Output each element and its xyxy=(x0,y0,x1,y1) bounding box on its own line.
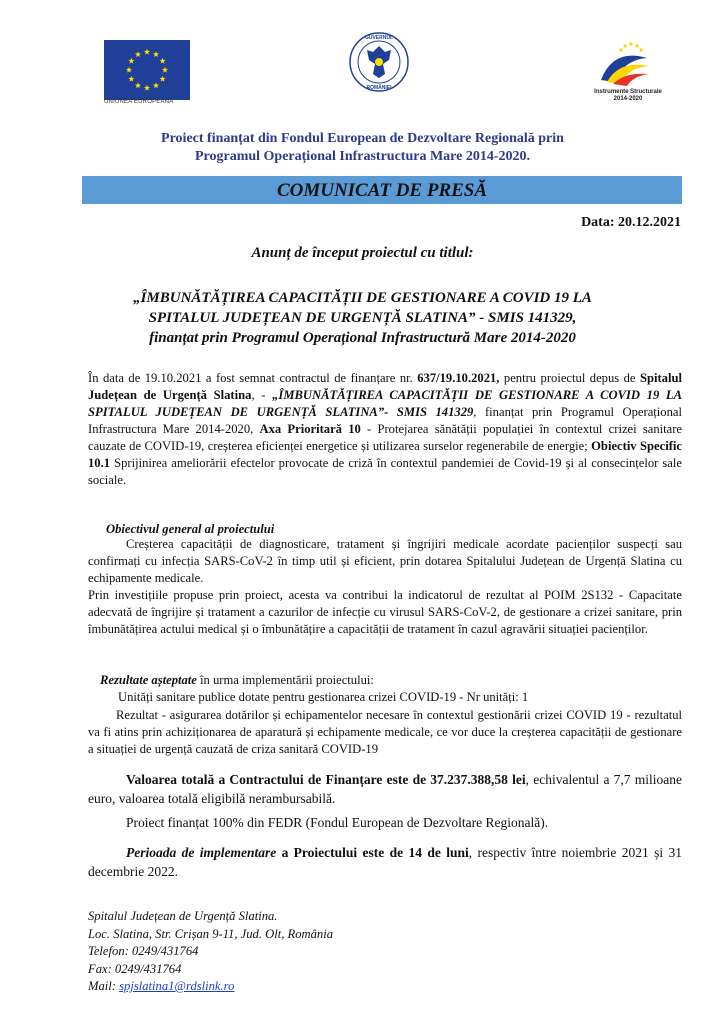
funding-statement: Proiect finanțat din Fondul European de Dezvoltare Regională prin Programul Operațional Infrastructura Mare 2014-2020. xyxy=(161,131,564,164)
instrumente-structurale-caption: Instrumente Structurale 2014-2020 xyxy=(594,89,662,102)
press-release-title: COMUNICAT DE PRESĂ xyxy=(276,180,488,201)
eu-flag-logo xyxy=(104,40,190,100)
contact-phone: Telefon: 0249/431764 xyxy=(88,944,199,958)
contact-mail: Mail: spjslatina1@rdslink.ro xyxy=(88,979,235,993)
svg-text:ROMÂNIEI: ROMÂNIEI xyxy=(366,85,392,91)
contact-fax: Fax: 0249/431764 xyxy=(88,961,182,976)
email-link[interactable]: spjslatina1@rdslink.ro xyxy=(119,979,235,993)
contract-paragraph: În data de 19.10.2021 a fost semnat contractul de finanțare nr. 637/19.10.2021, pentru proiectul depus de Spitalul Județean de Urgență Slatina, - „ÎMBUNĂTĂȚIREA CAPACITĂȚII DE GESTIONARE A COVID 19 LA SPITALUL JUDEȚEAN DE URGENȚĂ SLATINA”- SMIS 141329, finanțat prin Programul Operațional Infrastructura Mare 2014-2020, Axa Prioritară 10 - Protejarea sănătății populației în contextul crizei sanitare cauzate de COVID-19, creșterea eficienței energetice și utilizarea surselor regenerabile de energie; Obiectiv Specific 10.1 Sprijinirea ameliorării efectelor provocate de criză în contextul pandemiei de Covid-19 și al consecințelor sale sociale. xyxy=(88,371,683,487)
eu-caption: UNIUNEA EUROPEANĂ xyxy=(104,99,174,105)
contact-address: Loc. Slatina, Str. Crișan 9-11, Jud. Olt, România xyxy=(88,926,333,941)
contact-block xyxy=(88,908,333,996)
funding-percentage: Proiect finanțat 100% din FEDR (Fondul European de Dezvoltare Regională). xyxy=(126,815,549,830)
government-seal-logo xyxy=(349,32,409,92)
total-value-paragraph: Valoarea totală a Contractului de Finanțare este de 37.237.388,58 lei, echivalentul a 7,7 milioane euro, valoarea totală eligibilă nerambursabilă. xyxy=(88,772,682,806)
release-date: Data: 20.12.2021 xyxy=(581,215,681,230)
objective-heading: Obiectivul general al proiectului xyxy=(106,522,275,536)
contact-name: Spitalul Județean de Urgență Slatina. xyxy=(88,909,278,923)
results-item: Unități sanitare publice dotate pentru gestionarea crizei COVID-19 - Nr unități: 1 xyxy=(118,690,529,704)
project-title: „ÎMBUNĂTĂȚIREA CAPACITĂȚII DE GESTIONARE A COVID 19 LA SPITALUL JUDEȚEAN DE URGENȚĂ SLATINA” - SMIS 141329, finanțat prin Programul Operațional Infrastructură Mare 2014-2020 xyxy=(133,290,592,346)
results-item: Rezultat - asigurarea dotărilor și echipamentelor necesare în contextul gestionării crizei COVID 19 - rezultatul va fi atins prin achiziționarea de aparatură și echipamente medicale, ce vor duce la creșterea capacității de gestionare a situației de urgență cauzată de criza sanitară COVID-19 xyxy=(88,708,682,756)
svg-text:GUVERNUL: GUVERNUL xyxy=(364,35,394,41)
results-heading: Rezultate așteptate în urma implementării proiectului: xyxy=(100,673,374,687)
objective-body: Creșterea capacității de diagnosticare, tratament și îngrijiri medicale acordate pacienților suspecți sau confirmați cu infecția SARS-CoV-2 în timp util și eficient, prin dotarea Spitalului Județean de Urgență Slatina cu echipamente medicale. xyxy=(88,537,682,585)
instrumente-structurale-logo xyxy=(593,38,653,90)
indicator-paragraph: Prin investițiile propuse prin proiect, acesta va contribui la indicatorul de rezultat al POIM 2S132 - Capacitate adecvată de îngrijire și tratament a cazurilor de infecție cu virusul SARS-CoV-2, de gestionare a crizei sanitare, prin îmbunătățirea actului medical și o îmbunătățire a capacității de tratament în cazul agravării situației pacienților. xyxy=(88,588,682,636)
implementation-period: Perioada de implementare a Proiectului este de 14 de luni, respectiv între noiembrie 2021 și 31 decembrie 2022. xyxy=(88,845,682,879)
announce-heading: Anunț de început proiectul cu titlul: xyxy=(251,245,474,261)
